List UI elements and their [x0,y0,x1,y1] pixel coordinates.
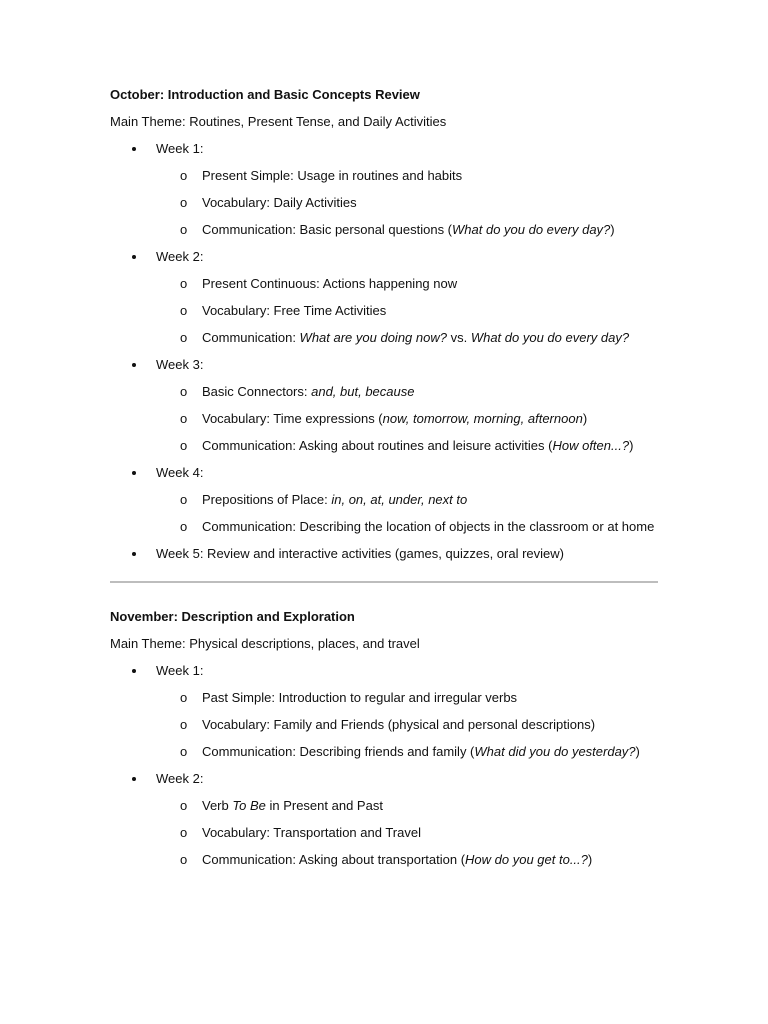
topic-text: Vocabulary: Time expressions ( [202,411,383,426]
topic-text: Communication: Asking about routines and leisure activities ( [202,438,553,453]
november-week-2-topics [110,799,658,867]
october-week-4 [110,466,658,534]
topic-item [110,691,658,705]
topic-text: in Present and Past [265,798,383,813]
topic-item [110,304,658,318]
topic-text: Vocabulary: Transportation and Travel [202,825,421,840]
topic-text: Communication: [202,330,300,345]
topic-text: Past Simple: Introduction to regular and irregular verbs [202,690,518,705]
november-week-2 [110,772,658,867]
topic-text: Present Continuous: Actions happening now [202,276,458,291]
topic-text: ) [582,411,588,426]
example-words: To Be [232,798,266,813]
topic-text: ) [587,852,593,867]
november-section [110,610,658,867]
topic-item [110,412,658,426]
topic-text: Present Simple: Usage in routines and habits [202,168,463,183]
topic-item [110,745,658,759]
october-heading: October: Introduction and Basic Concepts Review [110,87,420,102]
october-week-2 [110,250,658,345]
section-divider [110,581,658,583]
topic-text: ) [629,438,634,453]
november-week-1 [110,664,658,759]
example-question: What are you doing now? [299,330,447,345]
october-week-3 [110,358,658,453]
topic-text: Prepositions of Place: [202,492,332,507]
october-week-5 [110,547,658,561]
topic-text: Communication: Asking about transportation ( [202,852,466,867]
topic-text: Vocabulary: Daily Activities [202,195,357,210]
november-heading: November: Description and Exploration [110,609,355,624]
november-theme: Main Theme: Physical descriptions, places, and travel [110,636,420,651]
topic-item [110,520,658,534]
topic-text: Verb [202,798,233,813]
topic-text: Vocabulary: Family and Friends (physical and personal descriptions) [202,717,596,732]
example-question: What do you do every day? [452,222,611,237]
week-label: Week 1: [156,141,204,156]
week-label: Week 1: [156,663,204,678]
topic-item [110,169,658,183]
october-week-1 [110,142,658,237]
topic-text: ) [610,222,615,237]
november-week-list [110,664,658,867]
topic-text: vs. [446,330,471,345]
november-week-1-topics [110,691,658,759]
topic-text: Vocabulary: Free Time Activities [202,303,387,318]
week-label: Week 5: Review and interactive activities (games, quizzes, oral review) [156,546,564,561]
week-label: Week 2: [156,771,204,786]
example-words: in, on, at, under, next to [331,492,468,507]
topic-item [110,223,658,237]
topic-item [110,277,658,291]
example-words: and, but, because [311,384,415,399]
example-question: What do you do every day? [470,330,630,345]
week-label: Week 3: [156,357,204,372]
example-question: How often...? [552,438,630,453]
topic-text: Communication: Describing the location of objects in the classroom or at home [202,519,655,534]
week-label: Week 2: [156,249,204,264]
topic-text: ) [635,744,640,759]
example-question: What did you do yesterday? [474,744,636,759]
week-label: Week 4: [156,465,204,480]
october-week-1-topics [110,169,658,237]
topic-item [110,439,658,453]
topic-item [110,196,658,210]
october-week-3-topics [110,385,658,453]
topic-text: Basic Connectors: [202,384,312,399]
topic-text: Communication: Describing friends and family ( [202,744,475,759]
topic-text: Communication: Basic personal questions ( [202,222,453,237]
topic-item [110,826,658,840]
topic-item [110,385,658,399]
topic-item [110,718,658,732]
topic-item [110,799,658,813]
october-section [110,88,658,561]
topic-item [110,493,658,507]
october-week-2-topics [110,277,658,345]
example-question: How do you get to...? [465,852,588,867]
october-week-4-topics [110,493,658,534]
october-week-list [110,142,658,561]
topic-item [110,331,658,345]
october-theme: Main Theme: Routines, Present Tense, and Daily Activities [110,114,447,129]
topic-item [110,853,658,867]
example-words: now, tomorrow, morning, afternoon [382,411,583,426]
